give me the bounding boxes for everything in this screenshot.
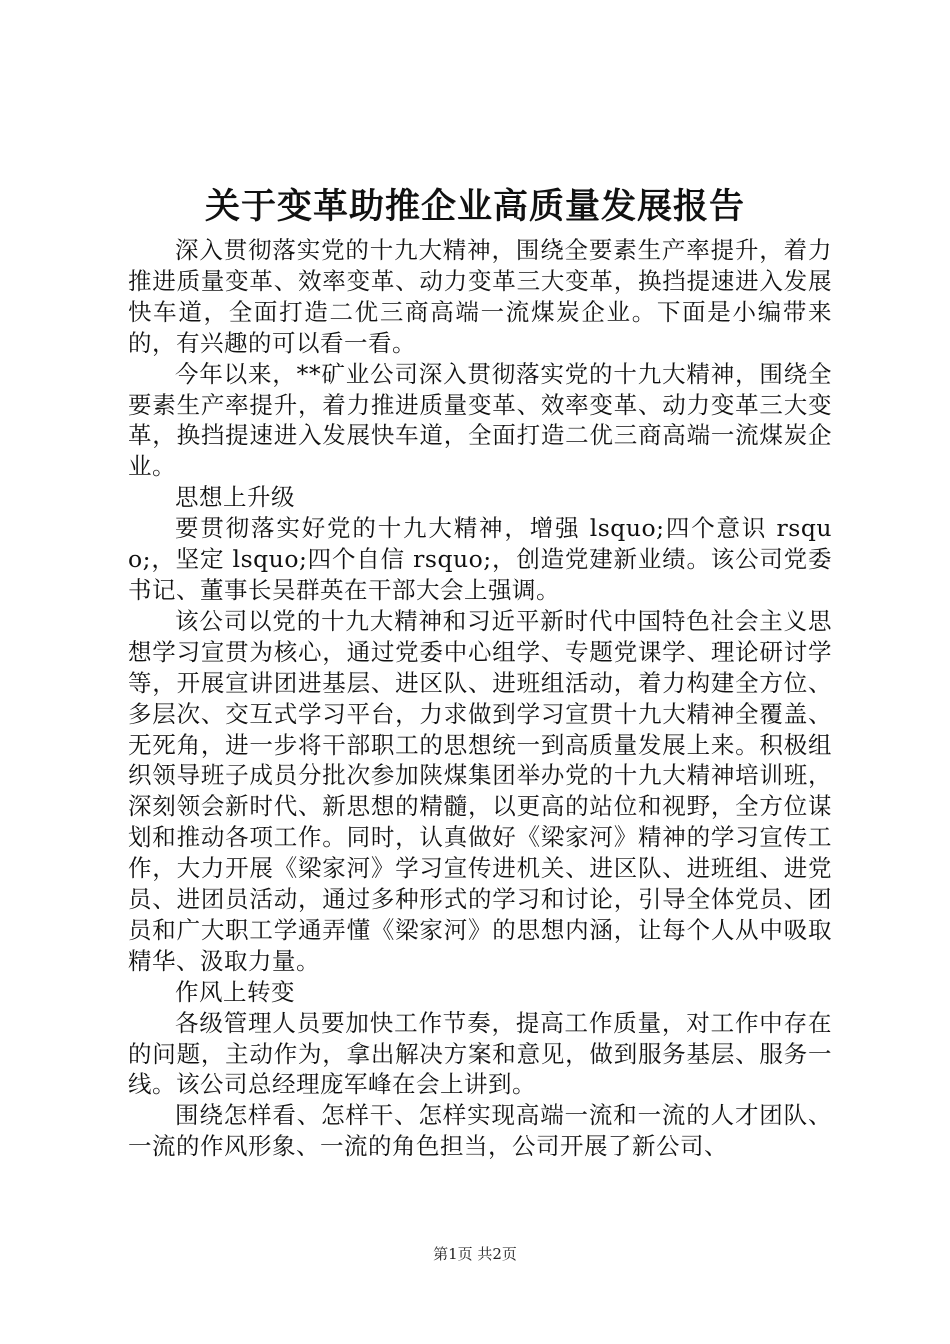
- paragraph-first-class: 围绕怎样看、怎样干、怎样实现高端一流和一流的人才团队、一流的作风形象、一流的角色担当，公司开展了新公司、: [128, 1101, 832, 1161]
- document-title: 关于变革助推企业高质量发展报告: [204, 186, 745, 227]
- section-heading-thought: 思想上升级: [175, 483, 295, 512]
- page-footer: 第1页 共2页: [433, 1245, 517, 1263]
- paragraph-overview: 今年以来，**矿业公司深入贯彻落实党的十九大精神，围绕全要素生产率提升，着力推进质量变革、效率变革、动力变革三大变革，换挡提速进入发展快车道，全面打造二优三商高端一流煤炭企业。: [128, 359, 832, 481]
- document-body: [128, 235, 832, 1162]
- paragraph-intro: 深入贯彻落实党的十九大精神，围绕全要素生产率提升，着力推进质量变革、效率变革、动力变革三大变革，换挡提速进入发展快车道，全面打造二优三商高端一流煤炭企业。下面是小编带来的，有兴趣的可以看一看。: [128, 236, 832, 357]
- paragraph-study-program: 该公司以党的十九大精神和习近平新时代中国特色社会主义思想学习宣贯为核心，通过党委中心组学、专题党课学、理论研讨学等，开展宣讲团进基层、进区队、进班组活动，着力构建全方位、多层次、交互式学习平台，力求做到学习宣贯十九大精神全覆盖、无死角，进一步将干部职工的思想统一到高质量发展上来。积极组织领导班子成员分批次参加陕煤集团举办党的十九大精神培训班，深刻领会新时代、新思想的精髓，以更高的站位和视野，全方位谋划和推动各项工作。同时，认真做好《梁家河》精神的学习宣传工作，大力开展《梁家河》学习宣传进机关、进区队、进班组、进党员、进团员活动，通过多种形式的学习和讨论，引导全体党员、团员和广大职工学通弄懂《梁家河》的思想内涵，让每个人从中吸取精华、汲取力量。: [128, 606, 832, 975]
- section-heading-style: 作风上转变: [175, 977, 295, 1006]
- paragraph-quote-chairman: 要贯彻落实好党的十九大精神，增强 lsquo;四个意识 rsquo;，坚定 lsquo;四个自信 rsquo;，创造党建新业绩。该公司党委书记、董事长吴群英在干部大会上强调。: [128, 514, 832, 604]
- paragraph-quote-manager: 各级管理人员要加快工作节奏，提高工作质量，对工作中存在的问题，主动作为，拿出解决方案和意见，做到服务基层、服务一线。该公司总经理庞军峰在会上讲到。: [128, 1008, 832, 1099]
